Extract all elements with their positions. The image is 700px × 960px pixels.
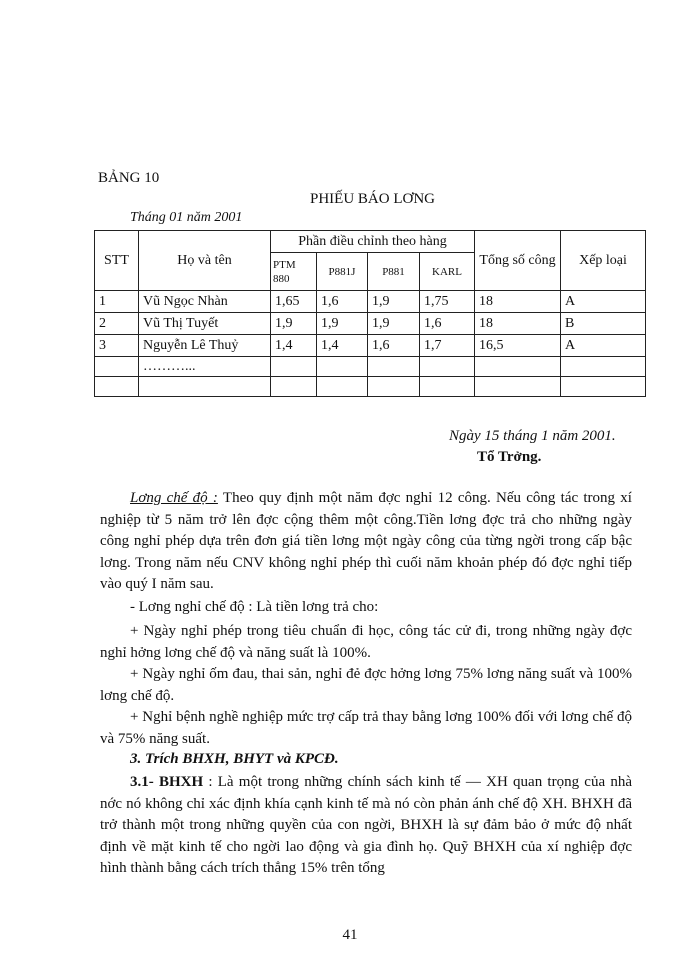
signature-date: Ngày 15 tháng 1 năm 2001. xyxy=(449,428,616,444)
table-row xyxy=(95,291,646,313)
page-number: 41 xyxy=(342,927,358,943)
cell-p881: 1,6 xyxy=(368,335,420,357)
cell-p881: 1,9 xyxy=(368,291,420,313)
paragraph-bhxh xyxy=(100,772,632,880)
cell-name: Nguyễn Lê Thuỷ xyxy=(139,335,271,357)
cell-stt: 2 xyxy=(95,313,139,335)
cell-karl: 1,6 xyxy=(420,313,475,335)
cell-stt: 1 xyxy=(95,291,139,313)
header-total: Tổng số công xyxy=(475,231,561,291)
header-stt: STT xyxy=(95,231,139,291)
leave-pay-text: Theo quy định một năm đợc nghỉ 12 công. Nếu công tác trong xí nghiệp từ 5 năm trở lên đợc cộng thêm một công.Tiền lơng đợc trả cho những ngày công nghỉ phép dựa trên đơn giá tiền lơng một ngày công của từng ngời trong cấp bậc lơng. Trong năm nếu CNV không nghỉ phép thì cuối năm khoản phép đó đợc nghỉ tiếp vào quý I năm sau. xyxy=(100,490,632,592)
cell-karl: 1,75 xyxy=(420,291,475,313)
cell-karl: 1,7 xyxy=(420,335,475,357)
month-label: Tháng 01 năm 2001 xyxy=(130,210,243,225)
cell-ptm880: 1,9 xyxy=(271,313,317,335)
paragraph-leave-case-2: + Ngày nghỉ ốm đau, thai sản, nghỉ đẻ đợc hởng lơng 75% lơng năng suất và 100% lơng chế độ. xyxy=(100,666,632,704)
leave-pay-label: Lơng chế độ : xyxy=(130,490,218,506)
cell-total: 16,5 xyxy=(475,335,561,357)
table-row xyxy=(95,377,646,397)
cell-ptm880: 1,4 xyxy=(271,335,317,357)
cell-total: 18 xyxy=(475,291,561,313)
cell-p881j: 1,6 xyxy=(317,291,368,313)
bhxh-text: : Là một trong những chính sách kinh tế — XH quan trọng của nhà nớc nó không chỉ xác định khía cạnh kinh tế mà nó còn phản ánh chế độ XH. BHXH đã trở thành một trong những quyền của con ngời, BHXH là sự đảm bảo ở mức độ nhất định về mặt kinh tế cho ngời lao động và gia đình họ. Quỹ BHXH của xí nghiệp đợc hình thành bằng cách trích thẳng 15% trên tổng xyxy=(100,774,632,876)
cell-ellipsis: ………... xyxy=(139,357,271,377)
signature-role: Tổ Trởng. xyxy=(477,449,542,465)
header-group: Phần điều chỉnh theo hàng xyxy=(271,231,475,253)
paragraph-leave-definition: - Lơng nghỉ chế độ : Là tiền lơng trả cho: xyxy=(130,599,379,615)
header-sub-p881: P881 xyxy=(368,253,420,291)
header-name: Họ và tên xyxy=(139,231,271,291)
table-row xyxy=(95,335,646,357)
cell-p881j: 1,4 xyxy=(317,335,368,357)
header-sub-p881j: P881J xyxy=(317,253,368,291)
paragraph-leave-pay xyxy=(100,488,632,596)
cell-stt: 3 xyxy=(95,335,139,357)
bhxh-label: 3.1- BHXH xyxy=(130,774,204,790)
cell-total: 18 xyxy=(475,313,561,335)
header-sub-ptm880: PTM 880 xyxy=(271,253,317,291)
header-sub-karl: KARL xyxy=(420,253,475,291)
cell-rank: B xyxy=(561,313,646,335)
table-label: BẢNG 10 xyxy=(98,170,160,186)
paragraph-leave-case-1: + Ngày nghỉ phép trong tiêu chuẩn đi học, công tác cử đi, trong những ngày đợc nghỉ hởng lơng chế độ và năng suất là 100%. xyxy=(100,623,632,661)
section-heading: 3. Trích BHXH, BHYT và KPCĐ. xyxy=(130,751,339,767)
cell-p881: 1,9 xyxy=(368,313,420,335)
cell-p881j: 1,9 xyxy=(317,313,368,335)
salary-table xyxy=(94,230,646,397)
cell-ptm880: 1,65 xyxy=(271,291,317,313)
paragraph-leave-case-3: + Nghỉ bệnh nghề nghiệp mức trợ cấp trả thay bằng lơng 100% đối với lơng chế độ và 75% năng suất. xyxy=(100,709,632,747)
table-row xyxy=(95,313,646,335)
cell-rank: A xyxy=(561,335,646,357)
header-rank: Xếp loại xyxy=(561,231,646,291)
cell-rank: A xyxy=(561,291,646,313)
cell-name: Vũ Thị Tuyết xyxy=(139,313,271,335)
cell-name: Vũ Ngọc Nhàn xyxy=(139,291,271,313)
table-row xyxy=(95,357,646,377)
form-title: PHIẾU BÁO LƠNG xyxy=(310,191,435,207)
